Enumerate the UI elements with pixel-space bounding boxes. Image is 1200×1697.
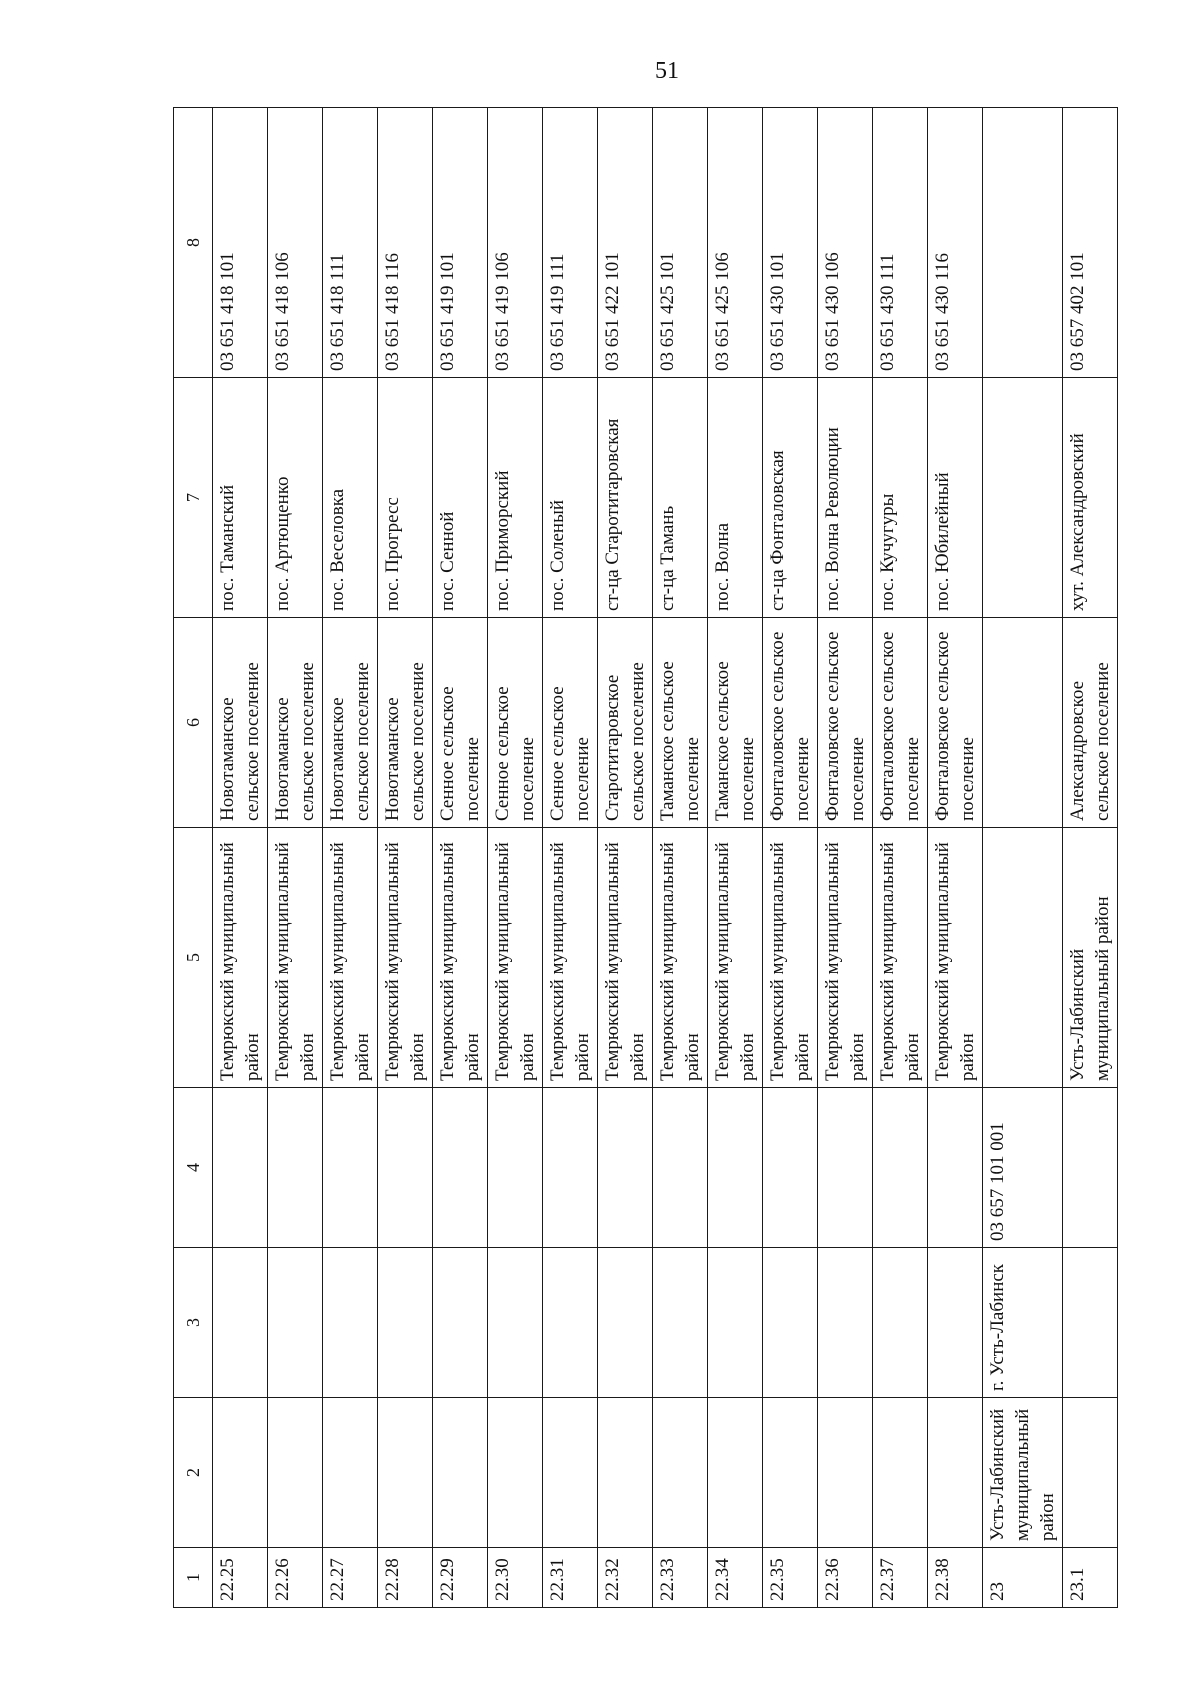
settlement-cell: Новотаманское сельское поселение xyxy=(268,618,323,828)
city-code-cell xyxy=(708,1088,763,1248)
municipal-district-cell: Темрюкский муниципальный район xyxy=(323,828,378,1088)
table-row xyxy=(213,108,268,1608)
locality-cell: пос. Прогресс xyxy=(378,378,433,618)
table-row xyxy=(433,108,488,1608)
page-number: 51 xyxy=(655,58,679,84)
header-cell: 6 xyxy=(174,618,213,828)
header-cell: 3 xyxy=(174,1248,213,1398)
row-number-cell: 22.30 xyxy=(488,1548,543,1608)
city-code-cell xyxy=(763,1088,818,1248)
city-code-cell xyxy=(653,1088,708,1248)
row-number-cell: 22.37 xyxy=(873,1548,928,1608)
city-cell xyxy=(378,1248,433,1398)
header-cell: 8 xyxy=(174,108,213,378)
locality-cell: ст-ца Старотитаровская xyxy=(598,378,653,618)
locality-code-cell: 03 657 402 101 xyxy=(1063,108,1118,378)
table-row xyxy=(598,108,653,1608)
locality-code-cell: 03 651 419 101 xyxy=(433,108,488,378)
city-cell xyxy=(708,1248,763,1398)
header-cell: 7 xyxy=(174,378,213,618)
city-code-cell xyxy=(488,1088,543,1248)
city-code-cell xyxy=(323,1088,378,1248)
row-number-cell: 22.25 xyxy=(213,1548,268,1608)
municipal-district-cell: Темрюкский муниципальный район xyxy=(708,828,763,1088)
row-number-cell: 23.1 xyxy=(1063,1548,1118,1608)
locality-cell: пос. Юбилейный xyxy=(928,378,983,618)
municipal-district-cell: Темрюкский муниципальный район xyxy=(653,828,708,1088)
settlement-cell: Новотаманское сельское поселение xyxy=(323,618,378,828)
table-row xyxy=(708,108,763,1608)
table-row xyxy=(983,108,1063,1608)
row-number-cell: 22.34 xyxy=(708,1548,763,1608)
settlement-cell: Фонталовское сельское поселение xyxy=(873,618,928,828)
table-row xyxy=(763,108,818,1608)
district-cell xyxy=(598,1398,653,1548)
locality-cell: ст-ца Фонталовская xyxy=(763,378,818,618)
locality-code-cell: 03 651 425 101 xyxy=(653,108,708,378)
city-cell xyxy=(268,1248,323,1398)
settlement-cell: Таманское сельское поселение xyxy=(653,618,708,828)
locality-code-cell: 03 651 425 106 xyxy=(708,108,763,378)
locality-code-cell xyxy=(983,108,1063,378)
municipal-district-cell: Темрюкский муниципальный район xyxy=(763,828,818,1088)
district-cell xyxy=(1063,1398,1118,1548)
city-code-cell xyxy=(598,1088,653,1248)
row-number-cell: 22.26 xyxy=(268,1548,323,1608)
city-cell xyxy=(598,1248,653,1398)
municipal-district-cell: Темрюкский муниципальный район xyxy=(543,828,598,1088)
settlement-cell: Сенное сельское поселение xyxy=(488,618,543,828)
locality-cell: пос. Артющенко xyxy=(268,378,323,618)
header-row xyxy=(174,108,213,1608)
settlement-cell xyxy=(983,618,1063,828)
locality-code-cell: 03 651 418 111 xyxy=(323,108,378,378)
district-cell xyxy=(268,1398,323,1548)
settlement-cell: Фонталовское сельское поселение xyxy=(928,618,983,828)
settlement-cell: Сенное сельское поселение xyxy=(543,618,598,828)
city-cell xyxy=(1063,1248,1118,1398)
municipal-district-cell: Темрюкский муниципальный район xyxy=(433,828,488,1088)
settlement-cell: Новотаманское сельское поселение xyxy=(213,618,268,828)
city-cell xyxy=(763,1248,818,1398)
municipal-district-cell: Темрюкский муниципальный район xyxy=(378,828,433,1088)
city-cell xyxy=(873,1248,928,1398)
row-number-cell: 22.31 xyxy=(543,1548,598,1608)
locality-code-cell: 03 651 419 106 xyxy=(488,108,543,378)
city-code-cell xyxy=(1063,1088,1118,1248)
municipal-district-cell: Темрюкский муниципальный район xyxy=(873,828,928,1088)
city-cell xyxy=(543,1248,598,1398)
city-code-cell xyxy=(818,1088,873,1248)
locality-code-cell: 03 651 430 101 xyxy=(763,108,818,378)
locality-cell: пос. Приморский xyxy=(488,378,543,618)
district-cell xyxy=(708,1398,763,1548)
district-cell xyxy=(543,1398,598,1548)
row-number-cell: 22.36 xyxy=(818,1548,873,1608)
row-number-cell: 22.33 xyxy=(653,1548,708,1608)
settlement-cell: Александровское сельское поселение xyxy=(1063,618,1118,828)
header-cell: 5 xyxy=(174,828,213,1088)
district-cell xyxy=(873,1398,928,1548)
district-cell xyxy=(433,1398,488,1548)
table-row xyxy=(543,108,598,1608)
locality-code-cell: 03 651 430 111 xyxy=(873,108,928,378)
city-cell xyxy=(653,1248,708,1398)
settlement-cell: Старотитаровское сельское поселение xyxy=(598,618,653,828)
settlement-cell: Таманское сельское поселение xyxy=(708,618,763,828)
table-row xyxy=(653,108,708,1608)
table-row xyxy=(488,108,543,1608)
city-cell: г. Усть-Лабинск xyxy=(983,1248,1063,1398)
district-cell xyxy=(763,1398,818,1548)
settlement-cell: Новотаманское сельское поселение xyxy=(378,618,433,828)
municipal-district-cell: Темрюкский муниципальный район xyxy=(488,828,543,1088)
city-cell xyxy=(213,1248,268,1398)
table-container xyxy=(173,108,1113,1608)
city-cell xyxy=(818,1248,873,1398)
city-cell xyxy=(433,1248,488,1398)
table-body xyxy=(174,108,1118,1608)
district-cell xyxy=(378,1398,433,1548)
settlement-table xyxy=(173,107,1118,1608)
municipal-district-cell xyxy=(983,828,1063,1088)
table-row xyxy=(928,108,983,1608)
locality-cell: пос. Соленый xyxy=(543,378,598,618)
locality-code-cell: 03 651 430 116 xyxy=(928,108,983,378)
row-number-cell: 22.29 xyxy=(433,1548,488,1608)
city-code-cell xyxy=(873,1088,928,1248)
district-cell xyxy=(928,1398,983,1548)
municipal-district-cell: Темрюкский муниципальный район xyxy=(213,828,268,1088)
locality-cell: пос. Веселовка xyxy=(323,378,378,618)
locality-cell: пос. Кучугуры xyxy=(873,378,928,618)
district-cell xyxy=(323,1398,378,1548)
locality-cell: пос. Волна xyxy=(708,378,763,618)
municipal-district-cell: Темрюкский муниципальный район xyxy=(598,828,653,1088)
row-number-cell: 22.35 xyxy=(763,1548,818,1608)
row-number-cell: 22.32 xyxy=(598,1548,653,1608)
locality-code-cell: 03 651 419 111 xyxy=(543,108,598,378)
district-cell xyxy=(653,1398,708,1548)
locality-cell: пос. Сенной xyxy=(433,378,488,618)
row-number-cell: 23 xyxy=(983,1548,1063,1608)
row-number-cell: 22.38 xyxy=(928,1548,983,1608)
locality-code-cell: 03 651 418 116 xyxy=(378,108,433,378)
header-cell: 1 xyxy=(174,1548,213,1608)
municipal-district-cell: Усть-Лабинский муниципальный район xyxy=(1063,828,1118,1088)
locality-cell: ст-ца Тамань xyxy=(653,378,708,618)
settlement-cell: Фонталовское сельское поселение xyxy=(818,618,873,828)
table-row xyxy=(818,108,873,1608)
row-number-cell: 22.27 xyxy=(323,1548,378,1608)
city-cell xyxy=(488,1248,543,1398)
locality-cell: пос. Волна Революции xyxy=(818,378,873,618)
locality-cell xyxy=(983,378,1063,618)
municipal-district-cell: Темрюкский муниципальный район xyxy=(928,828,983,1088)
city-code-cell xyxy=(268,1088,323,1248)
row-number-cell: 22.28 xyxy=(378,1548,433,1608)
locality-code-cell: 03 651 418 106 xyxy=(268,108,323,378)
header-cell: 2 xyxy=(174,1398,213,1548)
district-cell: Усть-Лабинский муниципальный район xyxy=(983,1398,1063,1548)
district-cell xyxy=(488,1398,543,1548)
table-row xyxy=(873,108,928,1608)
settlement-cell: Фонталовское сельское поселение xyxy=(763,618,818,828)
municipal-district-cell: Темрюкский муниципальный район xyxy=(818,828,873,1088)
locality-code-cell: 03 651 422 101 xyxy=(598,108,653,378)
city-code-cell xyxy=(928,1088,983,1248)
city-code-cell xyxy=(543,1088,598,1248)
locality-code-cell: 03 651 418 101 xyxy=(213,108,268,378)
city-cell xyxy=(323,1248,378,1398)
city-code-cell xyxy=(213,1088,268,1248)
settlement-cell: Сенное сельское поселение xyxy=(433,618,488,828)
header-cell: 4 xyxy=(174,1088,213,1248)
locality-cell: хут. Александровский xyxy=(1063,378,1118,618)
locality-cell: пос. Таманский xyxy=(213,378,268,618)
table-row xyxy=(323,108,378,1608)
district-cell xyxy=(818,1398,873,1548)
city-cell xyxy=(928,1248,983,1398)
table-row xyxy=(268,108,323,1608)
district-cell xyxy=(213,1398,268,1548)
city-code-cell: 03 657 101 001 xyxy=(983,1088,1063,1248)
table-row xyxy=(378,108,433,1608)
municipal-district-cell: Темрюкский муниципальный район xyxy=(268,828,323,1088)
city-code-cell xyxy=(433,1088,488,1248)
locality-code-cell: 03 651 430 106 xyxy=(818,108,873,378)
table-row xyxy=(1063,108,1118,1608)
city-code-cell xyxy=(378,1088,433,1248)
